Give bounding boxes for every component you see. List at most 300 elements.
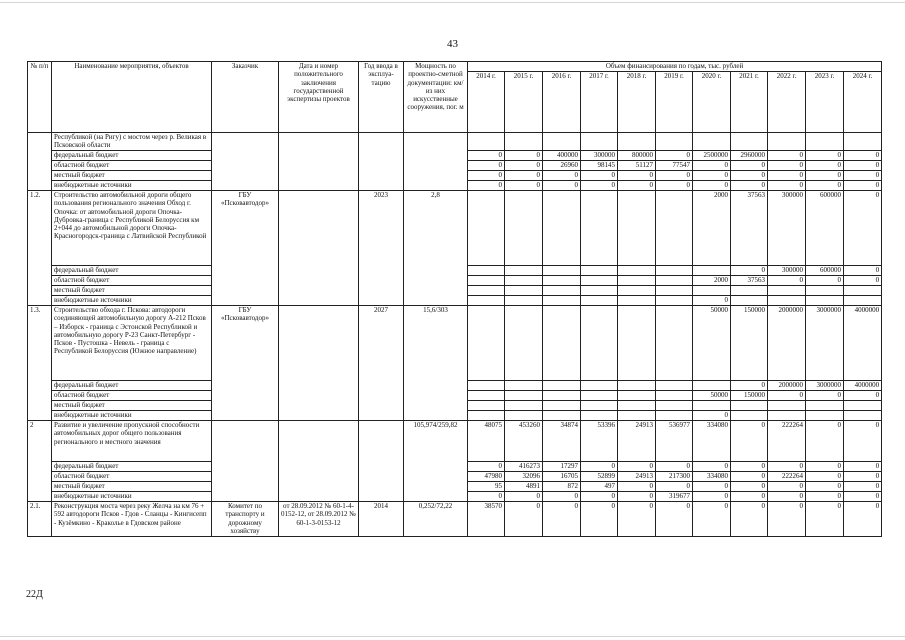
value-cell: 4000000 xyxy=(844,381,882,391)
budget-label: областной бюджет xyxy=(52,276,212,286)
value-cell: 0 xyxy=(505,502,543,537)
value-cell: 0 xyxy=(505,161,543,171)
value-cell: 536977 xyxy=(656,421,693,462)
value-cell xyxy=(844,296,882,306)
value-cell xyxy=(693,133,731,151)
footer-mark: 22Д xyxy=(26,589,43,600)
value-cell xyxy=(468,286,505,296)
value-cell xyxy=(844,411,882,421)
object-name: Строительство обхода г. Пскова: автодороги соединяющей автомобильную дорогу А-212 Псков – Изборск - граница с Эстонской Республикой и автомобильную дорогу Р-23 Санкт-Петербург - Псков - Пустошка - Невель - граница с Республикой Белоруссия (Южное направление) xyxy=(52,306,212,381)
value-cell: 0 xyxy=(468,492,505,502)
value-cell xyxy=(468,391,505,401)
value-cell xyxy=(468,401,505,411)
value-cell: 0 xyxy=(731,482,768,492)
value-cell: 53396 xyxy=(581,421,618,462)
value-cell: 0 xyxy=(768,482,806,492)
value-cell xyxy=(693,266,731,276)
value-cell xyxy=(505,266,543,276)
value-cell: 0 xyxy=(731,421,768,462)
value-cell: 0 xyxy=(693,462,731,472)
value-cell: 0 xyxy=(693,171,731,181)
value-cell xyxy=(618,276,656,286)
value-cell: 0 xyxy=(731,462,768,472)
row-number: 1.3. xyxy=(28,306,52,421)
value-cell: 50000 xyxy=(693,306,731,381)
year-cell: 2023 xyxy=(359,191,404,306)
value-cell xyxy=(656,296,693,306)
value-cell xyxy=(656,286,693,296)
value-cell: 0 xyxy=(768,391,806,401)
value-cell xyxy=(505,296,543,306)
value-cell xyxy=(505,411,543,421)
value-cell xyxy=(806,411,844,421)
value-cell xyxy=(618,401,656,411)
value-cell xyxy=(656,401,693,411)
value-cell: 0 xyxy=(768,181,806,191)
value-cell xyxy=(844,401,882,411)
value-cell: 0 xyxy=(768,151,806,161)
value-cell: 0 xyxy=(581,502,618,537)
value-cell xyxy=(505,381,543,391)
value-cell xyxy=(618,286,656,296)
date-cell xyxy=(279,133,359,191)
value-cell xyxy=(543,276,581,286)
value-cell: 600000 xyxy=(806,266,844,276)
value-cell xyxy=(731,401,768,411)
header-customer: Заказчик xyxy=(212,62,279,133)
value-cell xyxy=(844,286,882,296)
header-name: Наименование мероприятия, объектов xyxy=(52,62,212,133)
value-cell xyxy=(806,401,844,411)
year-cell: 2027 xyxy=(359,306,404,421)
value-cell xyxy=(618,391,656,401)
value-cell: 0 xyxy=(806,276,844,286)
header-year-cell: 2015 г. xyxy=(505,72,543,133)
value-cell: 4000000 xyxy=(844,306,882,381)
value-cell: 0 xyxy=(806,462,844,472)
value-cell: 0 xyxy=(844,151,882,161)
value-cell: 0 xyxy=(468,171,505,181)
value-cell: 47980 xyxy=(468,472,505,482)
value-cell xyxy=(543,381,581,391)
value-cell xyxy=(731,411,768,421)
value-cell: 600000 xyxy=(806,191,844,266)
value-cell xyxy=(618,296,656,306)
value-cell: 0 xyxy=(844,472,882,482)
value-cell: 0 xyxy=(543,492,581,502)
value-cell xyxy=(768,286,806,296)
value-cell: 0 xyxy=(844,171,882,181)
value-cell: 2000 xyxy=(693,191,731,266)
budget-label: федеральный бюджет xyxy=(52,462,212,472)
value-cell xyxy=(543,286,581,296)
value-cell: 217300 xyxy=(656,472,693,482)
capacity-cell: 105,974/259,82 xyxy=(404,421,468,502)
value-cell: 4891 xyxy=(505,482,543,492)
value-cell xyxy=(656,411,693,421)
value-cell: 416273 xyxy=(505,462,543,472)
value-cell: 0 xyxy=(844,482,882,492)
value-cell: 0 xyxy=(806,502,844,537)
value-cell: 0 xyxy=(581,181,618,191)
value-cell: 0 xyxy=(844,266,882,276)
value-cell xyxy=(468,191,505,266)
value-cell xyxy=(543,391,581,401)
value-cell: 50000 xyxy=(693,391,731,401)
value-cell: 0 xyxy=(693,181,731,191)
value-cell: 0 xyxy=(844,191,882,266)
value-cell xyxy=(505,276,543,286)
value-cell: 0 xyxy=(806,391,844,401)
header-year-cell: 2014 г. xyxy=(468,72,505,133)
financing-table xyxy=(27,61,882,537)
value-cell xyxy=(618,266,656,276)
value-cell xyxy=(581,276,618,286)
value-cell: 0 xyxy=(656,482,693,492)
value-cell: 0 xyxy=(844,161,882,171)
value-cell xyxy=(656,133,693,151)
value-cell: 0 xyxy=(468,151,505,161)
value-cell xyxy=(581,191,618,266)
object-name: Реконструкция моста через реку Желча на км 76 + 592 автодороги Псков - Гдов - Сланцы - Кингисепп - Кузёмкино - Краколье в Гдовском районе xyxy=(52,502,212,537)
capacity-cell: 15,6/303 xyxy=(404,306,468,421)
value-cell: 24913 xyxy=(618,421,656,462)
budget-label: областной бюджет xyxy=(52,472,212,482)
customer-cell xyxy=(212,133,279,191)
value-cell: 0 xyxy=(693,161,731,171)
value-cell: 0 xyxy=(806,492,844,502)
header-capacity: Мощность по проектно-сметной документации: км/из них искусственные сооружения, пог. м xyxy=(404,62,468,133)
value-cell: 0 xyxy=(844,421,882,462)
value-cell: 3000000 xyxy=(806,381,844,391)
value-cell: 0 xyxy=(806,161,844,171)
row-number xyxy=(28,133,52,191)
value-cell: 0 xyxy=(731,492,768,502)
value-cell: 0 xyxy=(806,181,844,191)
value-cell: 2960000 xyxy=(731,151,768,161)
value-cell: 95 xyxy=(468,482,505,492)
value-cell: 150000 xyxy=(731,391,768,401)
value-cell xyxy=(618,191,656,266)
table-row xyxy=(28,306,882,381)
capacity-cell xyxy=(404,133,468,191)
value-cell: 0 xyxy=(618,492,656,502)
customer-cell: ГБУ «Псковавтодор» xyxy=(212,306,279,421)
value-cell: 17297 xyxy=(543,462,581,472)
value-cell xyxy=(618,411,656,421)
value-cell xyxy=(543,306,581,381)
table-row xyxy=(28,191,882,266)
value-cell: 51127 xyxy=(618,161,656,171)
value-cell: 0 xyxy=(731,181,768,191)
value-cell: 0 xyxy=(468,462,505,472)
value-cell: 300000 xyxy=(581,151,618,161)
value-cell: 0 xyxy=(618,482,656,492)
value-cell xyxy=(505,306,543,381)
value-cell xyxy=(581,266,618,276)
value-cell xyxy=(468,276,505,286)
value-cell xyxy=(543,296,581,306)
value-cell xyxy=(543,191,581,266)
value-cell: 0 xyxy=(844,462,882,472)
value-cell xyxy=(768,133,806,151)
header-year-cell: 2022 г. xyxy=(768,72,806,133)
value-cell xyxy=(656,306,693,381)
value-cell: 52899 xyxy=(581,472,618,482)
value-cell: 0 xyxy=(844,181,882,191)
header-year-cell: 2017 г. xyxy=(581,72,618,133)
value-cell xyxy=(656,381,693,391)
value-cell: 2000 xyxy=(693,276,731,286)
value-cell xyxy=(543,133,581,151)
year-cell: 2014 xyxy=(359,502,404,537)
value-cell xyxy=(731,296,768,306)
value-cell xyxy=(505,286,543,296)
value-cell: 0 xyxy=(731,381,768,391)
value-cell xyxy=(505,391,543,401)
header-year-cell: 2020 г. xyxy=(693,72,731,133)
value-cell: 37563 xyxy=(731,276,768,286)
value-cell: 3000000 xyxy=(806,306,844,381)
value-cell xyxy=(581,391,618,401)
value-cell: 0 xyxy=(543,502,581,537)
value-cell: 0 xyxy=(768,161,806,171)
value-cell: 0 xyxy=(468,181,505,191)
value-cell: 0 xyxy=(844,502,882,537)
value-cell: 0 xyxy=(618,502,656,537)
value-cell: 0 xyxy=(693,482,731,492)
value-cell: 0 xyxy=(656,502,693,537)
value-cell: 334080 xyxy=(693,421,731,462)
value-cell: 400000 xyxy=(543,151,581,161)
value-cell: 0 xyxy=(581,171,618,181)
customer-cell: ГБУ «Псковавтодор» xyxy=(212,191,279,306)
value-cell: 222264 xyxy=(768,472,806,482)
value-cell xyxy=(468,381,505,391)
value-cell xyxy=(618,133,656,151)
value-cell xyxy=(505,191,543,266)
value-cell xyxy=(693,381,731,391)
value-cell: 0 xyxy=(543,181,581,191)
value-cell: 0 xyxy=(768,502,806,537)
value-cell: 0 xyxy=(618,171,656,181)
value-cell xyxy=(468,296,505,306)
value-cell: 2000000 xyxy=(768,381,806,391)
header-year: Год ввода в эксплуа-тацию xyxy=(359,62,404,133)
value-cell: 2500000 xyxy=(693,151,731,161)
budget-label: внебюджетные источники xyxy=(52,492,212,502)
value-cell: 0 xyxy=(844,391,882,401)
row-number: 2 xyxy=(28,421,52,502)
budget-label: местный бюджет xyxy=(52,401,212,411)
customer-cell xyxy=(212,421,279,502)
value-cell xyxy=(618,306,656,381)
value-cell: 0 xyxy=(731,266,768,276)
object-name: Развитие и увеличение пропускной способности автомобильных дорог общего пользования регионального и местного значения xyxy=(52,421,212,462)
value-cell: 0 xyxy=(768,492,806,502)
value-cell: 800000 xyxy=(618,151,656,161)
value-cell: 0 xyxy=(731,472,768,482)
capacity-cell: 0,252/72,22 xyxy=(404,502,468,537)
value-cell xyxy=(731,133,768,151)
value-cell xyxy=(581,133,618,151)
value-cell xyxy=(505,401,543,411)
value-cell: 0 xyxy=(581,462,618,472)
value-cell xyxy=(543,401,581,411)
table-row xyxy=(28,502,882,537)
row-number: 1.2. xyxy=(28,191,52,306)
value-cell xyxy=(543,411,581,421)
header-no: № п/п xyxy=(28,62,52,133)
capacity-cell: 2,8 xyxy=(404,191,468,306)
value-cell xyxy=(468,266,505,276)
header-year-cell: 2024 г. xyxy=(844,72,882,133)
table-row xyxy=(28,421,882,462)
value-cell: 98145 xyxy=(581,161,618,171)
value-cell: 300000 xyxy=(768,191,806,266)
value-cell: 0 xyxy=(581,492,618,502)
budget-label: федеральный бюджет xyxy=(52,151,212,161)
value-cell: 497 xyxy=(581,482,618,492)
header-year-cell: 2021 г. xyxy=(731,72,768,133)
value-cell xyxy=(581,401,618,411)
budget-label: местный бюджет xyxy=(52,171,212,181)
value-cell: 0 xyxy=(505,181,543,191)
budget-label: внебюджетные источники xyxy=(52,411,212,421)
value-cell xyxy=(656,191,693,266)
value-cell: 16705 xyxy=(543,472,581,482)
value-cell xyxy=(693,401,731,411)
value-cell: 0 xyxy=(618,181,656,191)
header-year-cell: 2018 г. xyxy=(618,72,656,133)
value-cell xyxy=(543,266,581,276)
budget-label: местный бюджет xyxy=(52,286,212,296)
header-finance: Объем финансирования по годам, тыс. рублей xyxy=(468,62,882,72)
budget-label: местный бюджет xyxy=(52,482,212,492)
value-cell: 0 xyxy=(505,492,543,502)
value-cell xyxy=(768,411,806,421)
value-cell xyxy=(693,286,731,296)
value-cell: 0 xyxy=(731,502,768,537)
value-cell: 24913 xyxy=(618,472,656,482)
value-cell: 319677 xyxy=(656,492,693,502)
value-cell xyxy=(768,401,806,411)
budget-label: областной бюджет xyxy=(52,161,212,171)
date-cell xyxy=(279,306,359,421)
value-cell xyxy=(731,286,768,296)
value-cell: 0 xyxy=(543,171,581,181)
row-number: 2.1. xyxy=(28,502,52,537)
value-cell: 0 xyxy=(806,421,844,462)
year-cell xyxy=(359,421,404,502)
budget-label: областной бюджет xyxy=(52,391,212,401)
customer-cell: Комитет по транспорту и дорожному хозяйству xyxy=(212,502,279,537)
value-cell: 0 xyxy=(468,161,505,171)
budget-label: внебюджетные источники xyxy=(52,181,212,191)
date-cell: от 28.09.2012 № 60-1-4-0152-12, от 28.09.2012 № 60-1-3-0153-12 xyxy=(279,502,359,537)
budget-label: федеральный бюджет xyxy=(52,266,212,276)
value-cell xyxy=(581,286,618,296)
value-cell: 150000 xyxy=(731,306,768,381)
value-cell: 300000 xyxy=(768,266,806,276)
year-cell xyxy=(359,133,404,191)
budget-label: федеральный бюджет xyxy=(52,381,212,391)
value-cell xyxy=(806,286,844,296)
object-name: Строительство автомобильной дороги общего пользования регионального значения Обход г. Опочка: от автомобильной дороги Опочка-Дубровка-граница с Республикой Белоруссия км 2+044 до автомобильной дороги Опочка-Красногородск-граница с Латвийской Республикой xyxy=(52,191,212,266)
value-cell: 0 xyxy=(656,171,693,181)
value-cell xyxy=(581,381,618,391)
header-year-cell: 2016 г. xyxy=(543,72,581,133)
value-cell: 38570 xyxy=(468,502,505,537)
value-cell xyxy=(768,296,806,306)
value-cell: 0 xyxy=(693,411,731,421)
value-cell: 0 xyxy=(693,502,731,537)
header-row-1 xyxy=(28,62,882,72)
header-year-cell: 2019 г. xyxy=(656,72,693,133)
object-name: Республикой (на Ригу) с мостом через р. Великая в Псковской области xyxy=(52,133,212,151)
value-cell: 0 xyxy=(505,151,543,161)
value-cell: 0 xyxy=(656,151,693,161)
value-cell: 0 xyxy=(806,151,844,161)
value-cell: 872 xyxy=(543,482,581,492)
value-cell xyxy=(806,133,844,151)
date-cell xyxy=(279,421,359,502)
budget-label: внебюджетные источники xyxy=(52,296,212,306)
value-cell xyxy=(468,411,505,421)
value-cell: 0 xyxy=(656,462,693,472)
table-row xyxy=(28,133,882,151)
value-cell: 0 xyxy=(806,472,844,482)
page-number: 43 xyxy=(447,38,458,50)
header-date: Дата и номер положительного заключения государственной экспертизы проектов xyxy=(279,62,359,133)
value-cell xyxy=(581,411,618,421)
value-cell: 32096 xyxy=(505,472,543,482)
value-cell: 77547 xyxy=(656,161,693,171)
value-cell: 2000000 xyxy=(768,306,806,381)
value-cell: 26960 xyxy=(543,161,581,171)
value-cell xyxy=(468,133,505,151)
value-cell: 0 xyxy=(768,462,806,472)
value-cell: 0 xyxy=(731,161,768,171)
value-cell: 334080 xyxy=(693,472,731,482)
value-cell xyxy=(806,296,844,306)
value-cell xyxy=(505,133,543,151)
value-cell: 34874 xyxy=(543,421,581,462)
value-cell xyxy=(468,306,505,381)
value-cell: 0 xyxy=(844,276,882,286)
date-cell xyxy=(279,191,359,306)
value-cell: 222264 xyxy=(768,421,806,462)
value-cell: 0 xyxy=(844,492,882,502)
value-cell: 0 xyxy=(731,171,768,181)
value-cell: 0 xyxy=(505,171,543,181)
value-cell: 0 xyxy=(656,181,693,191)
value-cell xyxy=(844,133,882,151)
header-year-cell: 2023 г. xyxy=(806,72,844,133)
value-cell: 0 xyxy=(618,462,656,472)
value-cell xyxy=(656,276,693,286)
value-cell xyxy=(581,296,618,306)
value-cell xyxy=(656,391,693,401)
value-cell: 48075 xyxy=(468,421,505,462)
value-cell: 0 xyxy=(768,276,806,286)
value-cell xyxy=(656,266,693,276)
value-cell xyxy=(618,381,656,391)
value-cell: 37563 xyxy=(731,191,768,266)
value-cell: 0 xyxy=(693,492,731,502)
value-cell: 0 xyxy=(768,171,806,181)
value-cell xyxy=(581,306,618,381)
